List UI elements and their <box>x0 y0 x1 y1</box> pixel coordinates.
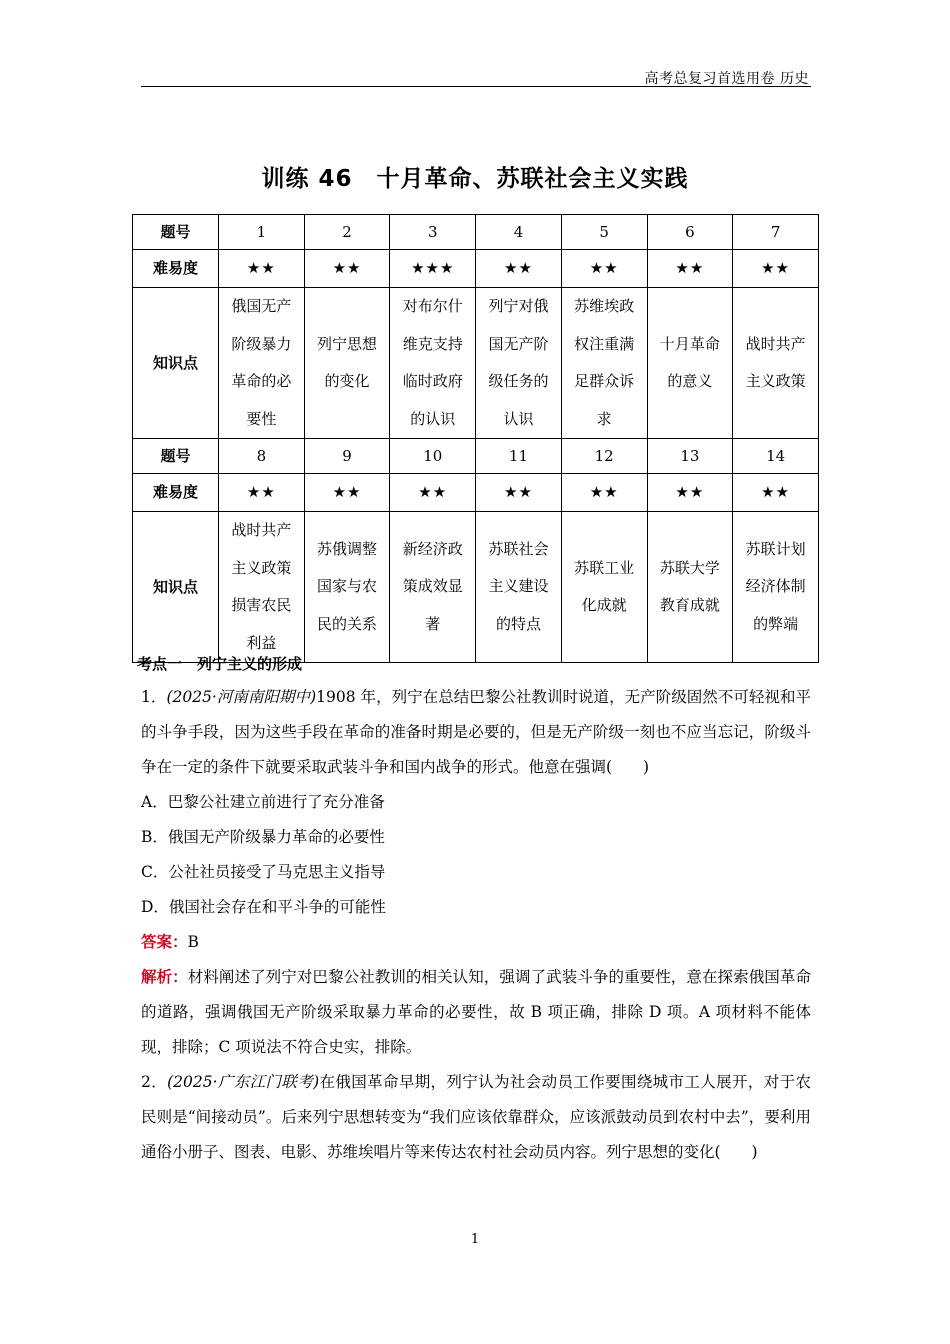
analysis-label: 解析： <box>141 968 188 986</box>
table-cell <box>733 250 819 288</box>
table-cell <box>390 474 476 512</box>
knowledge-point-text: 苏俄调整国家与农民的关系 <box>317 539 378 633</box>
difficulty-stars: ★★ <box>246 259 276 277</box>
table-cell <box>219 512 305 663</box>
running-header: 高考总复习首选用卷 历史 <box>644 71 809 87</box>
table-cell <box>647 512 733 663</box>
table-cell <box>647 250 733 288</box>
table-number-row <box>133 215 819 250</box>
table-cell <box>476 474 562 512</box>
option-b: B．俄国无产阶级暴力革命的必要性 <box>141 828 385 846</box>
question-2-stem <box>141 1065 811 1170</box>
table-cell: 2 <box>304 215 390 250</box>
difficulty-stars: ★★ <box>761 259 791 277</box>
main-content <box>137 652 811 1170</box>
table-cell: 13 <box>647 439 733 474</box>
table-cell <box>304 512 390 663</box>
table-cell <box>733 512 819 663</box>
table-cell: 6 <box>647 215 733 250</box>
difficulty-stars: ★★ <box>589 483 619 501</box>
difficulty-stars: ★★ <box>504 259 533 277</box>
table-cell: 4 <box>476 215 562 250</box>
row-label: 难易度 <box>133 250 219 288</box>
table-cell: 3 <box>390 215 476 250</box>
difficulty-stars: ★★ <box>504 483 533 501</box>
table-cell <box>219 250 305 288</box>
option-a: A．巴黎公社建立前进行了充分准备 <box>141 793 385 811</box>
knowledge-point-table <box>132 214 819 663</box>
knowledge-point-text: 列宁思想的变化 <box>317 334 378 390</box>
answer-label: 答案： <box>141 933 188 951</box>
table-cell <box>219 474 305 512</box>
table-cell <box>390 250 476 288</box>
table-cell: 14 <box>733 439 819 474</box>
row-label: 题号 <box>133 439 219 474</box>
table-cell: 9 <box>304 439 390 474</box>
row-label: 题号 <box>133 215 219 250</box>
table-knowledge-row <box>133 512 819 663</box>
knowledge-point-text: 列宁对俄国无产阶级任务的认识 <box>488 297 549 428</box>
knowledge-point-text: 对布尔什维克支持临时政府的认识 <box>402 297 463 428</box>
row-label: 知识点 <box>133 512 219 663</box>
table-difficulty-row <box>133 474 819 512</box>
page-number: 1 <box>470 1232 480 1247</box>
table-cell: 7 <box>733 215 819 250</box>
table-cell <box>476 512 562 663</box>
knowledge-point-text: 苏联大学教育成就 <box>659 558 720 614</box>
question-source: (2025·河南南阳期中) <box>166 688 317 706</box>
difficulty-stars: ★★ <box>675 259 705 277</box>
analysis <box>141 960 811 1065</box>
difficulty-stars: ★★ <box>418 483 448 501</box>
difficulty-stars: ★★ <box>246 483 276 501</box>
table-cell: 12 <box>561 439 647 474</box>
table-cell <box>304 288 390 439</box>
question-number: 1． <box>141 688 167 706</box>
table-cell <box>561 250 647 288</box>
section-title: 考点一 列宁主义的形成 <box>137 655 303 673</box>
question-1-stem <box>141 680 811 785</box>
answer-value: B <box>187 933 199 951</box>
table-number-row <box>133 439 819 474</box>
table-cell <box>390 512 476 663</box>
question-number: 2． <box>141 1073 168 1091</box>
table-cell <box>476 250 562 288</box>
option-d: D．俄国社会存在和平斗争的可能性 <box>141 898 386 916</box>
table-knowledge-row <box>133 288 819 439</box>
table-cell: 5 <box>561 215 647 250</box>
difficulty-stars: ★★ <box>675 483 705 501</box>
difficulty-stars: ★★ <box>761 483 791 501</box>
table-difficulty-row <box>133 250 819 288</box>
knowledge-point-text: 俄国无产阶级暴力革命的必要性 <box>231 297 292 428</box>
knowledge-point-text: 十月革命的意义 <box>659 334 720 390</box>
knowledge-point-text: 苏维埃政权注重满足群众诉求 <box>574 297 635 428</box>
table-cell <box>304 474 390 512</box>
table-body <box>133 215 819 663</box>
row-label: 知识点 <box>133 288 219 439</box>
difficulty-stars: ★★★ <box>411 259 455 277</box>
table-cell: 11 <box>476 439 562 474</box>
table-cell <box>304 250 390 288</box>
option-c: C．公社社员接受了马克思主义指导 <box>141 863 386 881</box>
row-label: 难易度 <box>133 474 219 512</box>
question-source: (2025·广东江门联考) <box>167 1073 320 1091</box>
knowledge-point-text: 苏联计划经济体制的弊端 <box>745 539 806 633</box>
header-rule <box>141 86 811 87</box>
analysis-text: 材料阐述了列宁对巴黎公社教训的相关认知，强调了武装斗争的重要性，意在探索俄国革命的道路，强调俄国无产阶级采取暴力革命的必要性，故 B 项正确，排除 D 项。A 项材料不能体现，排除；C 项说法不符合史实，排除。 <box>141 968 811 1056</box>
table-cell <box>219 288 305 439</box>
question-text: 在俄国革命早期，列宁认为社会动员工作要围绕城市工人展开，对于农民则是“间接动员”。后来列宁思想转变为“我们应该依靠群众，应该派鼓动员到农村中去”，要利用通俗小册子、图表、电影、苏维埃唱片等来传达农村社会动员内容。列宁思想的变化( ) <box>141 1073 811 1161</box>
table-cell <box>561 474 647 512</box>
table-cell <box>647 474 733 512</box>
table-cell: 10 <box>390 439 476 474</box>
difficulty-stars: ★★ <box>589 259 619 277</box>
table-cell <box>561 512 647 663</box>
page-title: 训练 46 十月革命、苏联社会主义实践 <box>261 166 689 192</box>
table-cell <box>733 288 819 439</box>
difficulty-stars: ★★ <box>332 483 362 501</box>
table-cell: 8 <box>219 439 305 474</box>
table-cell <box>390 288 476 439</box>
table-cell <box>561 288 647 439</box>
question-text: 1908 年，列宁在总结巴黎公社教训时说道，无产阶级固然不可轻视和平的斗争手段，因为这些手段在革命的准备时期是必要的，但是无产阶级一刻也不应当忘记，阶级斗争在一定的条件下就要采取武装斗争和国内战争的形式。他意在强调( ) <box>141 688 811 776</box>
table-cell <box>733 474 819 512</box>
knowledge-point-text: 战时共产主义政策损害农民利益 <box>231 521 292 652</box>
knowledge-point-text: 苏联社会主义建设的特点 <box>488 539 549 633</box>
knowledge-point-text: 战时共产主义政策 <box>745 334 806 390</box>
table-cell <box>476 288 562 439</box>
knowledge-point-text: 新经济政策成效显著 <box>402 539 463 633</box>
table-cell: 1 <box>219 215 305 250</box>
answer-line <box>141 925 811 960</box>
difficulty-stars: ★★ <box>332 259 362 277</box>
table-cell <box>647 288 733 439</box>
knowledge-point-text: 苏联工业化成就 <box>574 558 635 614</box>
